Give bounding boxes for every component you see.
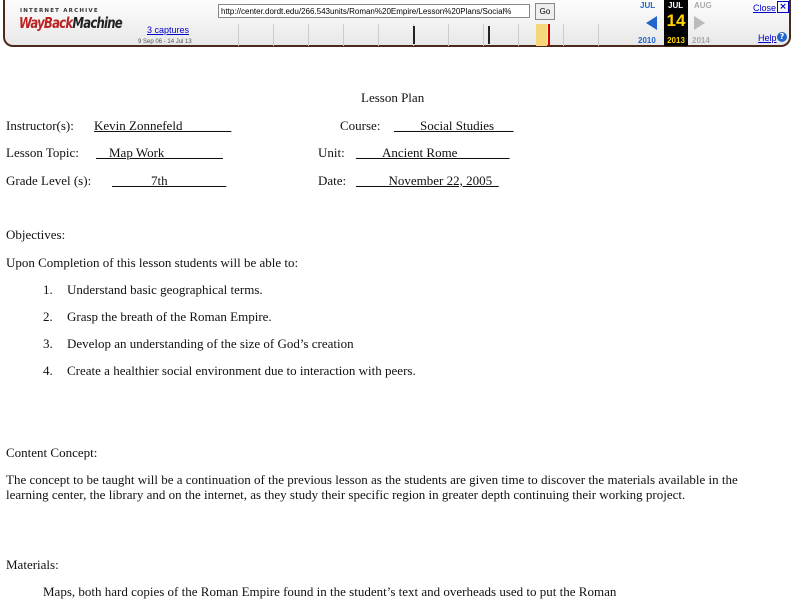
close-icon[interactable]: × bbox=[777, 1, 789, 13]
lesson-topic-label: Lesson Topic: bbox=[6, 145, 79, 160]
internet-archive-label: INTERNET ARCHIVE bbox=[20, 8, 99, 14]
list-item-number: 2. bbox=[43, 309, 53, 324]
wayback-machine-logo[interactable] bbox=[19, 14, 122, 32]
current-day-label: 14 bbox=[666, 11, 686, 30]
prev-month-label[interactable]: JUL bbox=[640, 1, 656, 10]
list-item-text: Create a healthier social environment due to interaction with peers. bbox=[67, 363, 416, 378]
unit-value: ____Ancient Rome________ bbox=[356, 145, 510, 160]
capture-timeline[interactable] bbox=[218, 24, 631, 46]
logo-wayback-text: WayBack bbox=[19, 14, 73, 32]
prev-capture-arrow-icon[interactable] bbox=[646, 16, 657, 30]
page-title: Lesson Plan bbox=[361, 90, 425, 105]
next-month-label: AUG bbox=[694, 1, 712, 10]
list-item-text: Understand basic geographical terms. bbox=[67, 282, 263, 297]
objectives-heading: Objectives: bbox=[6, 227, 66, 242]
help-link[interactable]: Help bbox=[758, 33, 777, 43]
lesson-topic-value: __Map Work_________ bbox=[96, 145, 223, 160]
course-label: Course: bbox=[340, 118, 381, 133]
timeline-current-year-highlight bbox=[536, 24, 547, 46]
url-input[interactable] bbox=[218, 4, 530, 18]
timeline-capture-mark[interactable] bbox=[488, 26, 490, 44]
date-label: Date: bbox=[318, 173, 347, 188]
list-item-number: 3. bbox=[43, 336, 53, 351]
next-year-label: 2014 bbox=[692, 36, 710, 45]
wayback-toolbar bbox=[0, 0, 800, 52]
list-item-text: Develop an understanding of the size of God’s creation bbox=[67, 336, 354, 351]
objectives-intro: Upon Completion of this lesson students will be able to: bbox=[6, 255, 299, 270]
list-item-text: Grasp the breath of the Roman Empire. bbox=[67, 309, 272, 324]
close-link[interactable]: Close bbox=[753, 3, 777, 13]
current-month-label: JUL bbox=[668, 1, 684, 10]
list-item-number: 1. bbox=[43, 282, 53, 297]
grade-level-value: ______7th_________ bbox=[112, 173, 227, 188]
content-concept-text: The concept to be taught will be a continuation of the previous lesson as the students are given time to discover the materials available in the learning center, the library and on the internet, as they study their specific region in greater depth continuing their working project. bbox=[6, 472, 738, 502]
capture-date-range: 9 Sep 06 - 14 Jul 13 bbox=[138, 39, 192, 45]
next-capture-arrow-icon bbox=[694, 16, 705, 30]
instructor-value: Kevin Zonnefeld _______ bbox=[94, 118, 232, 133]
grade-level-label: Grade Level (s): bbox=[6, 173, 92, 188]
materials-heading: Materials: bbox=[6, 557, 59, 572]
captures-link[interactable]: 3 captures bbox=[147, 25, 190, 35]
content-concept-heading: Content Concept: bbox=[6, 445, 98, 460]
list-item-number: 4. bbox=[43, 363, 53, 378]
materials-text: Maps, both hard copies of the Roman Empire found in the student’s text and overheads used to put the Roman bbox=[43, 584, 617, 599]
timeline-capture-mark[interactable] bbox=[413, 26, 415, 44]
help-icon[interactable]: ? bbox=[777, 32, 787, 42]
logo-machine-text: Machine bbox=[72, 14, 122, 32]
go-button[interactable]: Go bbox=[535, 3, 555, 20]
date-value: _____November 22, 2005_ bbox=[356, 173, 499, 188]
current-year-label: 2013 bbox=[667, 36, 685, 45]
unit-label: Unit: bbox=[318, 145, 345, 160]
course-value: ____Social Studies___ bbox=[394, 118, 514, 133]
instructor-label: Instructor(s): bbox=[6, 118, 74, 133]
timeline-current-capture[interactable] bbox=[548, 24, 550, 46]
prev-year-label[interactable]: 2010 bbox=[638, 36, 656, 45]
